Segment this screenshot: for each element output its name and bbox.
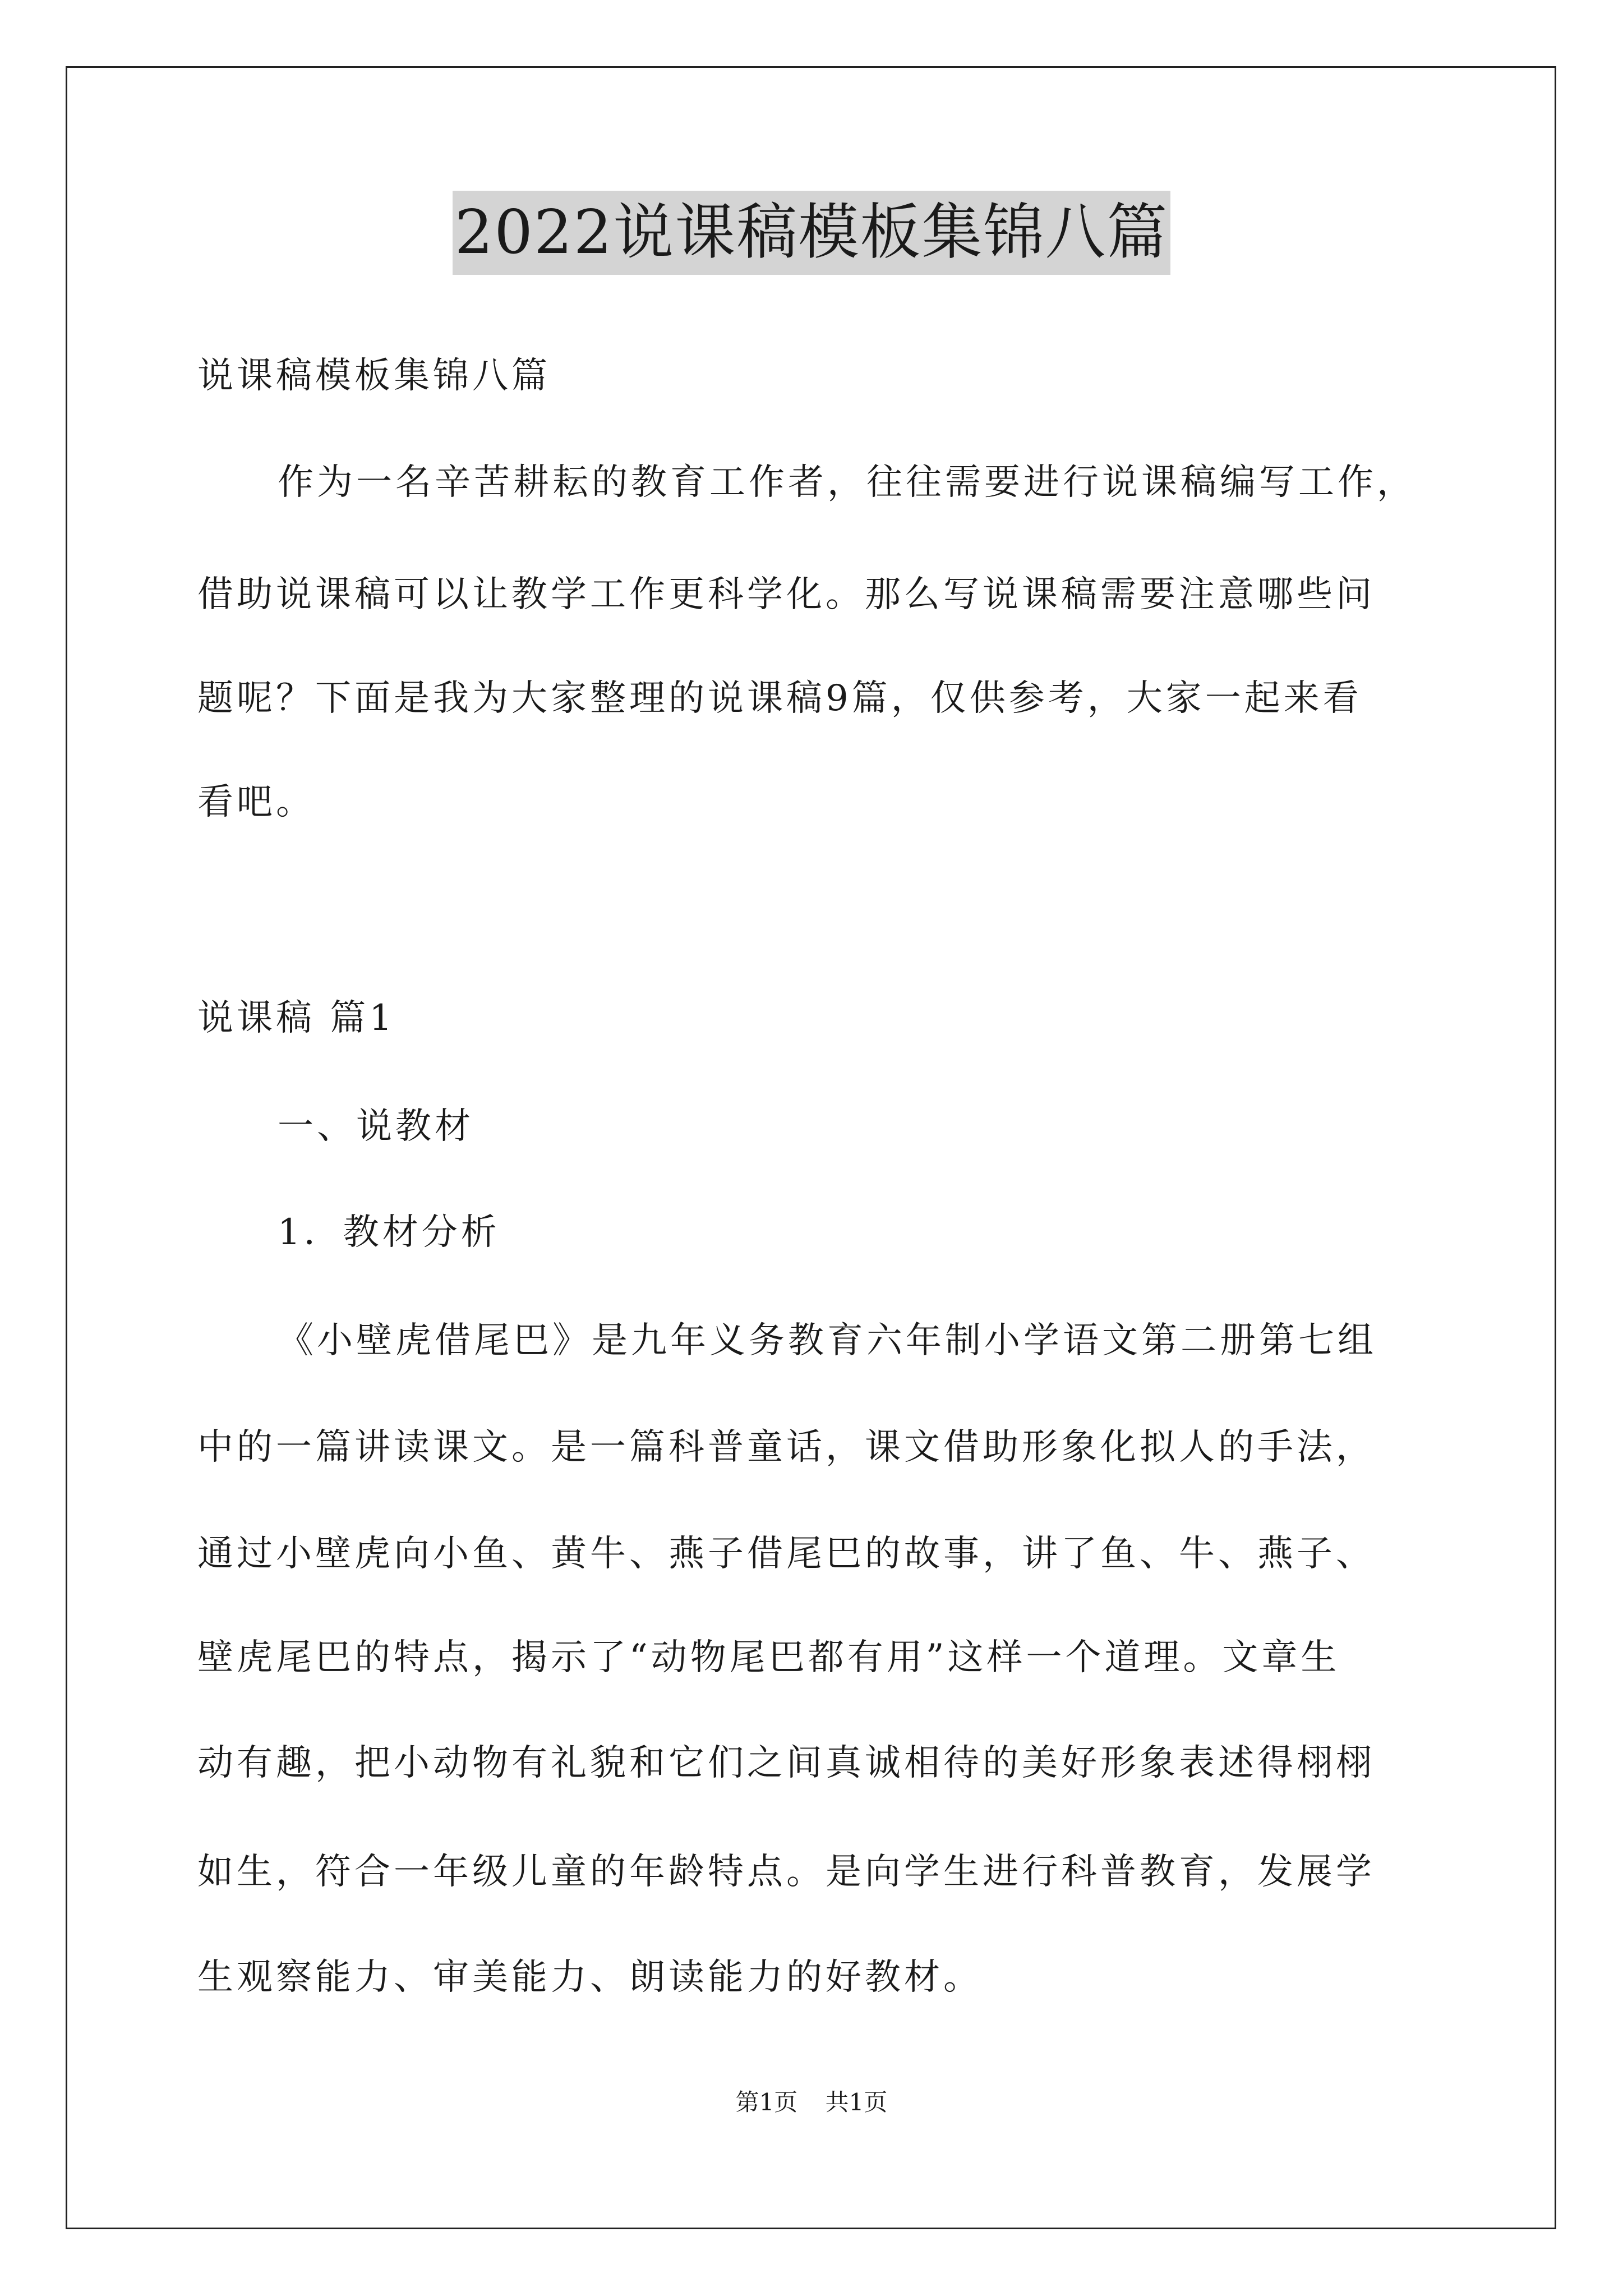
body-line-5: 动有趣，把小动物有礼貌和它们之间真诚相待的美好形象表述得栩栩 xyxy=(197,1742,1375,1784)
title-container xyxy=(0,191,1623,275)
intro-line-1: 作为一名辛苦耕耘的教育工作者，往往需要进行说课稿编写工作， xyxy=(278,462,1416,503)
page-total: 共1页 xyxy=(825,2088,888,2116)
intro-line-2: 借助说课稿可以让教学工作更科学化。那么写说课稿需要注意哪些问 xyxy=(197,574,1375,615)
part-heading: 一、说教材 xyxy=(278,1106,474,1147)
document-title: 2022说课稿模板集锦八篇 xyxy=(453,191,1171,275)
body-line-7: 生观察能力、审美能力、朗读能力的好教材。 xyxy=(197,1957,983,1998)
body-line-1: 《小壁虎借尾巴》是九年义务教育六年制小学语文第二册第七组 xyxy=(278,1320,1377,1361)
body-line-6: 如生，符合一年级儿童的年龄特点。是向学生进行科普教育，发展学 xyxy=(197,1851,1375,1893)
document-subtitle: 说课稿模板集锦八篇 xyxy=(197,355,551,397)
sub-heading: 1．教材分析 xyxy=(278,1212,500,1253)
page-number: 第1页 xyxy=(735,2088,798,2116)
body-line-4: 壁虎尾巴的特点，揭示了“动物尾巴都有用”这样一个道理。文章生 xyxy=(197,1637,1340,1678)
body-line-2: 中的一篇讲读课文。是一篇科普童话，课文借助形象化拟人的手法， xyxy=(197,1427,1375,1468)
intro-line-3: 题呢？下面是我为大家整理的说课稿9篇，仅供参考，大家一起来看 xyxy=(197,678,1362,719)
body-line-3: 通过小壁虎向小鱼、黄牛、燕子借尾巴的故事，讲了鱼、牛、燕子、 xyxy=(197,1533,1375,1575)
intro-line-4: 看吧。 xyxy=(197,781,315,823)
section-heading: 说课稿 篇1 xyxy=(197,997,396,1039)
page-footer xyxy=(0,2086,1623,2119)
